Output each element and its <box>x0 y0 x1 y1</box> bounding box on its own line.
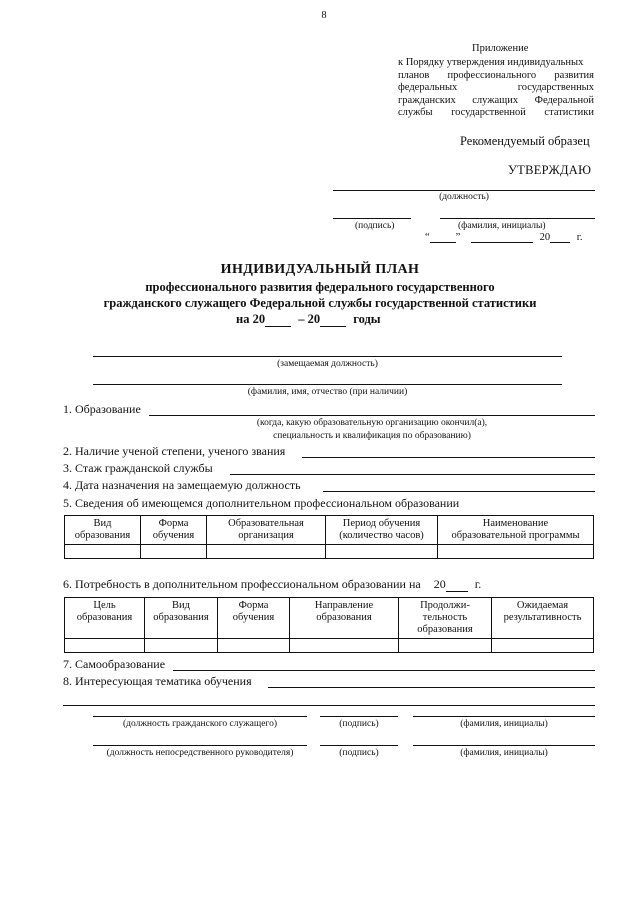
table-header-cell <box>399 598 492 639</box>
employee-signature-caption: (подпись) <box>339 719 379 729</box>
table-cell[interactable] <box>218 639 290 653</box>
header-text: Период обучения <box>342 518 421 529</box>
education-label: 1. Образование <box>63 402 141 416</box>
table-header-cell <box>65 516 141 545</box>
header-text: Образовательная <box>228 518 304 529</box>
table-header-cell <box>65 598 145 639</box>
additional-education-label: 5. Сведения об имеющемся дополнительном профессиональном образовании <box>63 496 460 510</box>
table-cell[interactable] <box>145 639 218 653</box>
education-line[interactable] <box>149 415 595 416</box>
table-cell[interactable] <box>141 545 207 559</box>
degree-line[interactable] <box>302 457 595 458</box>
appendix-line: федеральных государственных <box>398 82 594 93</box>
date-year-blank[interactable] <box>550 242 570 243</box>
need-year-prefix: 20 <box>433 577 446 591</box>
position-line[interactable] <box>93 356 562 357</box>
existing-education-table <box>64 515 594 559</box>
header-text: Продолжи- <box>420 600 470 611</box>
date-year-suffix: г. <box>576 232 583 243</box>
service-label: 3. Стаж гражданской службы <box>63 461 213 475</box>
years-end-blank[interactable] <box>320 326 346 327</box>
header-text: Вид <box>172 600 190 611</box>
date-month-blank[interactable] <box>471 242 533 243</box>
header-text: обучения <box>152 530 195 541</box>
table-header-cell <box>438 516 594 545</box>
header-text: Ожидаемая <box>516 600 569 611</box>
table-cell[interactable] <box>290 639 399 653</box>
employee-position-caption: (должность гражданского служащего) <box>123 719 277 729</box>
table-cell[interactable] <box>438 545 594 559</box>
topics-line-2[interactable] <box>63 705 595 706</box>
table-row <box>65 545 594 559</box>
fio-line[interactable] <box>93 384 562 385</box>
approve-title: УТВЕРЖДАЮ <box>508 163 592 177</box>
table-header-cell <box>492 598 594 639</box>
table-header-cell <box>145 598 218 639</box>
self-education-label: 7. Самообразование <box>63 657 166 671</box>
approver-signature-line[interactable] <box>333 218 411 219</box>
table-cell[interactable] <box>399 639 492 653</box>
date-day-blank[interactable] <box>430 242 456 243</box>
topics-label: 8. Интересующая тематика обучения <box>63 674 252 688</box>
date-open-quote: “ <box>425 232 430 243</box>
header-text: Форма <box>158 518 189 529</box>
table-cell[interactable] <box>65 545 141 559</box>
header-text: образования <box>74 530 131 541</box>
header-text: Вид <box>93 518 112 529</box>
header-text: образовательной программы <box>451 530 580 541</box>
years-mid: – 20 <box>298 312 321 326</box>
header-text: Наименование <box>482 518 549 529</box>
header-text: Форма <box>238 600 269 611</box>
header-text: тельность <box>422 612 468 623</box>
table-cell[interactable] <box>326 545 438 559</box>
need-year-blank[interactable] <box>446 591 468 592</box>
appointment-label: 4. Дата назначения на замещаемую должность <box>63 478 301 492</box>
appendix-line: гражданских служащих Федеральной <box>398 94 594 106</box>
education-caption-1: (когда, какую образовательную организацию окончил(а), <box>256 418 488 428</box>
need-label <box>63 577 481 592</box>
approver-position-line[interactable] <box>333 190 595 191</box>
table-cell[interactable] <box>65 639 145 653</box>
appendix-line: к Порядку утверждения индивидуальных <box>398 57 584 68</box>
years-start-blank[interactable] <box>265 326 291 327</box>
table-header-cell <box>141 516 207 545</box>
table-row <box>65 639 594 653</box>
header-text: образования <box>153 612 209 623</box>
employee-signature-line[interactable] <box>320 716 398 717</box>
manager-position-line[interactable] <box>93 745 307 746</box>
header-text: организация <box>238 530 294 541</box>
manager-name-line[interactable] <box>413 745 595 746</box>
approver-name-line[interactable] <box>440 218 595 219</box>
appendix-line: службы государственной статистики <box>398 107 594 118</box>
header-text: обучения <box>232 612 275 623</box>
manager-signature-caption: (подпись) <box>339 748 379 758</box>
table-header-cell <box>326 516 438 545</box>
date-year-prefix: 20 <box>539 232 551 243</box>
plan-subtitle-1: профессионального развития федерального государственного <box>145 280 495 294</box>
table-cell[interactable] <box>492 639 594 653</box>
manager-signature-line[interactable] <box>320 745 398 746</box>
appendix-title: Приложение <box>472 43 529 54</box>
table-header-row <box>65 598 594 639</box>
approver-name-caption: (фамилия, инициалы) <box>458 221 546 231</box>
years-suffix: годы <box>353 312 381 326</box>
header-text: образования <box>76 612 133 623</box>
self-education-line[interactable] <box>173 670 595 671</box>
degree-label: 2. Наличие ученой степени, ученого звания <box>63 444 286 458</box>
fio-caption: (фамилия, имя, отчество (при наличии) <box>247 387 408 397</box>
plan-title: ИНДИВИДУАЛЬНЫЙ ПЛАН <box>220 262 420 277</box>
education-caption-2: специальность и квалификация по образованию) <box>273 431 471 441</box>
appendix-text <box>398 57 594 120</box>
page-number: 8 <box>321 10 327 21</box>
table-header-cell <box>290 598 399 639</box>
header-text: образования <box>316 612 372 623</box>
plan-subtitle-2: гражданского служащего Федеральной службы государственной статистики <box>103 296 537 310</box>
header-text: (количество часов) <box>339 530 424 541</box>
plan-years <box>236 312 381 327</box>
table-header-row <box>65 516 594 545</box>
employee-name-caption: (фамилия, инициалы) <box>460 719 548 729</box>
table-header-cell <box>218 598 290 639</box>
date-close-quote: ” <box>455 232 461 243</box>
appendix-line: планов профессионального развития <box>398 69 594 81</box>
employee-position-line[interactable] <box>93 716 307 717</box>
table-cell[interactable] <box>207 545 326 559</box>
approver-signature-caption: (подпись) <box>355 221 395 231</box>
employee-name-line[interactable] <box>413 716 595 717</box>
table-header-cell <box>207 516 326 545</box>
header-text: образования <box>417 624 473 635</box>
service-line[interactable] <box>230 474 595 475</box>
header-text: Цель <box>93 600 116 611</box>
appointment-line[interactable] <box>323 491 595 492</box>
approver-position-caption: (должность) <box>439 192 489 202</box>
needed-education-table <box>64 597 594 653</box>
header-text: Направление <box>314 600 374 611</box>
position-caption: (замещаемая должность) <box>277 359 378 369</box>
approval-date <box>425 232 582 243</box>
years-prefix: на 20 <box>236 312 266 326</box>
recommended-sample: Рекомендуемый образец <box>460 134 590 148</box>
need-year-suffix: г. <box>474 577 482 591</box>
manager-position-caption: (должность непосредственного руководителя) <box>106 748 294 758</box>
manager-name-caption: (фамилия, инициалы) <box>460 748 548 758</box>
need-label-text: 6. Потребность в дополнительном профессиональном образовании на <box>63 577 421 591</box>
header-text: результативность <box>503 612 582 623</box>
topics-line[interactable] <box>268 687 595 688</box>
